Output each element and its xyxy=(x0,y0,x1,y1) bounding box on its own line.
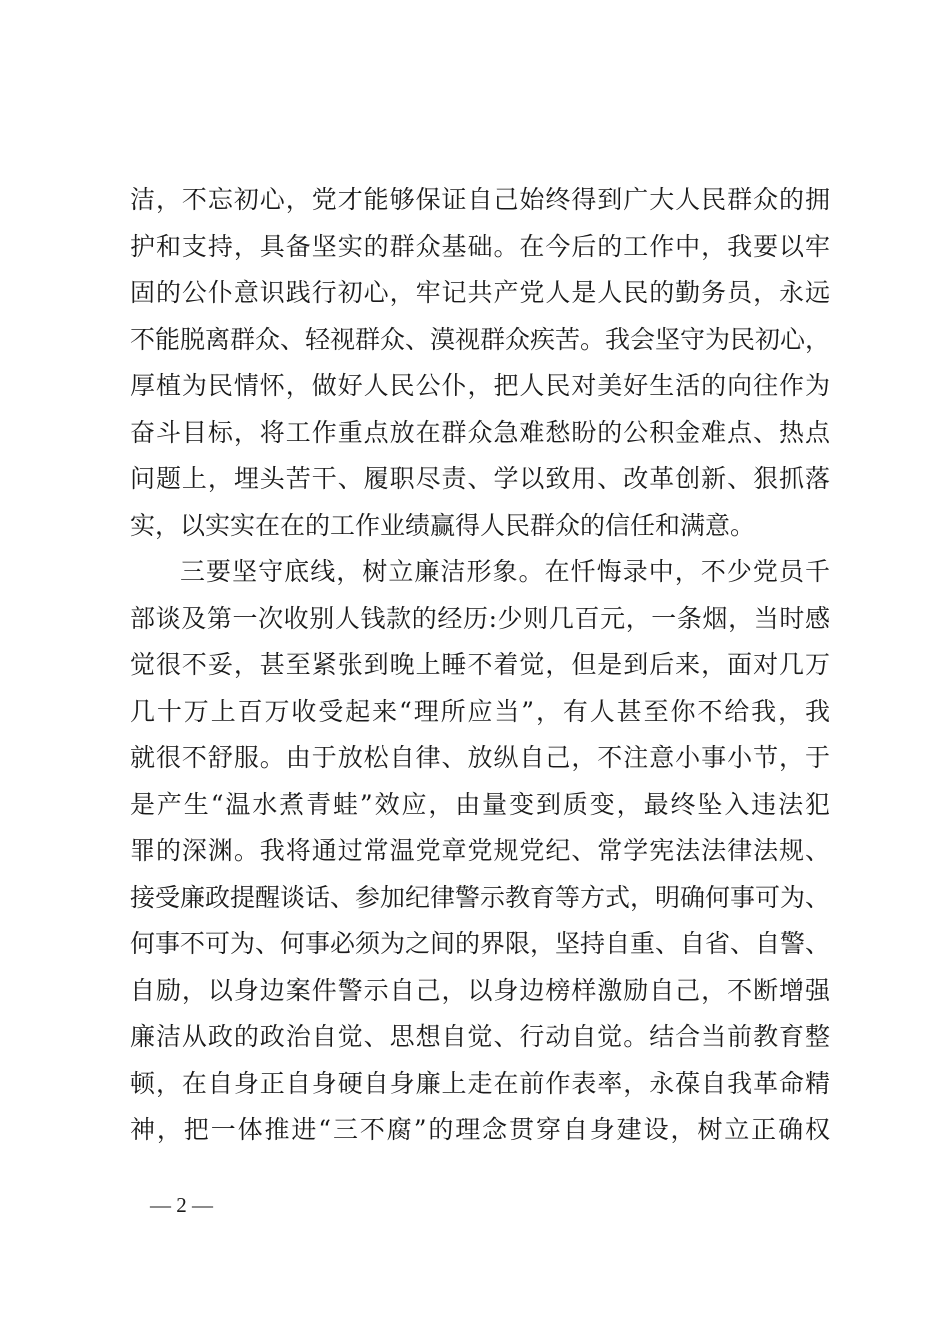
paragraph xyxy=(130,549,830,1154)
text-line: 问题上，埋头苦干、履职尽责、学以致用、改革创新、狠抓落 xyxy=(130,464,830,493)
text-line: 接受廉政提醒谈话、参加纪律警示教育等方式，明确何事可为、 xyxy=(130,882,831,912)
text-line: 三要坚守底线，树立廉洁形象。在忏悔录中，不少党员千 xyxy=(180,557,830,586)
text-line: 固的公仆意识践行初心，牢记共产党人是人民的勤务员，永远 xyxy=(130,278,830,307)
text-line: 觉很不妥，甚至紧张到晚上睡不着觉，但是到后来，面对几万 xyxy=(130,650,830,679)
text-line: 几十万上百万收受起来“理所应当”，有人甚至你不给我，我 xyxy=(130,696,830,726)
paragraph xyxy=(130,177,830,549)
body-text xyxy=(130,177,830,1154)
text-line: 自励，以身边案件警示自己，以身边榜样激励自己，不断增强 xyxy=(130,975,830,1005)
text-line: 何事不可为、何事必须为之间的界限，坚持自重、自省、自警、 xyxy=(130,929,831,958)
text-line: 廉洁从政的政治自觉、思想自觉、行动自觉。结合当前教育整 xyxy=(130,1022,830,1051)
text-line: 洁，不忘初心，党才能够保证自己始终得到广大人民群众的拥 xyxy=(130,185,830,214)
text-line: 顿，在自身正自身硬自身廉上走在前作表率，永葆自我革命精 xyxy=(130,1068,830,1098)
text-line: 就很不舒服。由于放松自律、放纵自己，不注意小事小节，于 xyxy=(130,743,830,772)
text-line: 厚植为民情怀，做好人民公仆，把人民对美好生活的向往作为 xyxy=(130,371,830,400)
text-line: 护和支持，具备坚实的群众基础。在今后的工作中，我要以牢 xyxy=(130,231,830,261)
page-number: — 2 — xyxy=(150,1193,213,1217)
text-line: 不能脱离群众、轻视群众、漠视群众疾苦。我会坚守为民初心， xyxy=(130,324,831,354)
text-line: 实，以实实在在的工作业绩赢得人民群众的信任和满意。 xyxy=(130,510,756,540)
text-line: 奋斗目标，将工作重点放在群众急难愁盼的公积金难点、热点 xyxy=(130,417,830,447)
text-line: 神，把一体推进“三不腐”的理念贯穿自身建设，树立正确权 xyxy=(130,1115,830,1144)
text-line: 部谈及第一次收别人钱款的经历:少则几百元，一条烟，当时感 xyxy=(130,603,830,633)
text-line: 罪的深渊。我将通过常温党章党规党纪、常学宪法法律法规、 xyxy=(130,836,830,865)
text-line: 是产生“温水煮青蛙”效应，由量变到质变，最终坠入违法犯 xyxy=(130,789,830,819)
